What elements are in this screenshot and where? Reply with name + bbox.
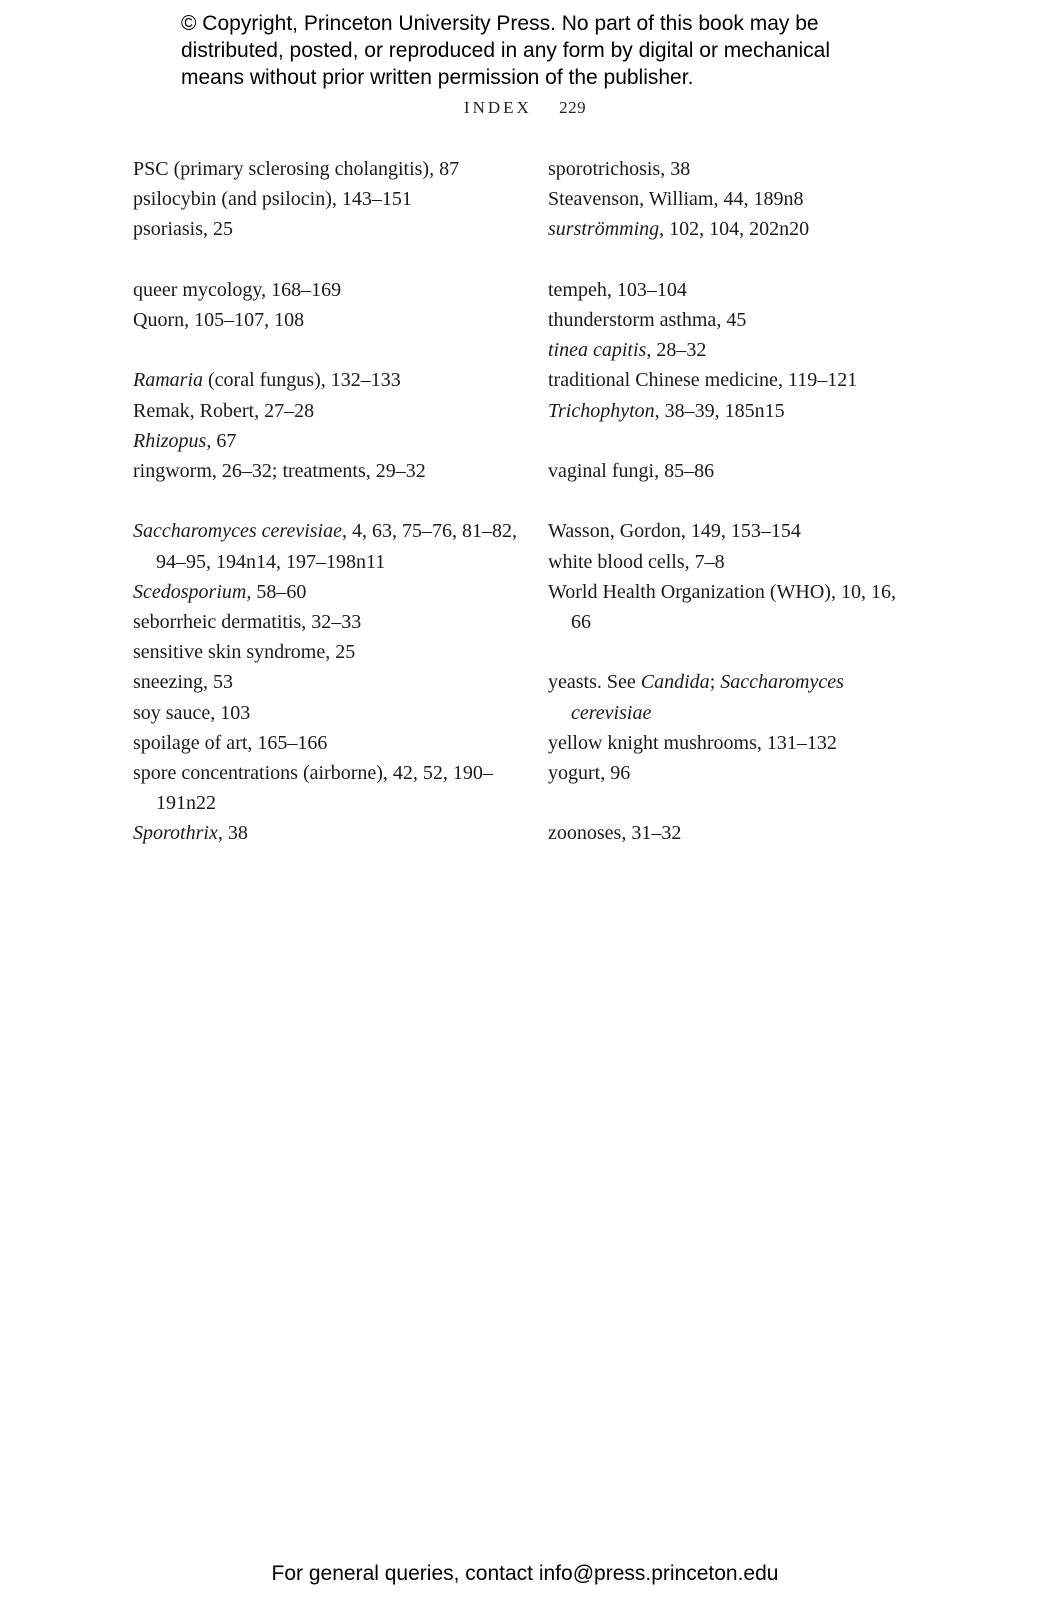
index-entry: white blood cells, 7–8 xyxy=(548,550,725,573)
copyright-notice xyxy=(181,10,901,91)
index-entry: Remak, Robert, 27–28 xyxy=(133,399,315,422)
index-entry: sporotrichosis, 38 xyxy=(548,158,691,180)
index-entry: psilocybin (and psilocin), 143–151 xyxy=(133,188,412,211)
index-entry: PSC (primary sclerosing cholangitis), 87 xyxy=(133,158,460,180)
copyright-line-1: © Copyright, Princeton University Press. No part of this book may be xyxy=(181,12,819,35)
index-entry: traditional Chinese medicine, 119–121 xyxy=(548,369,858,392)
index-entry: surströmming, 102, 104, 202n20 xyxy=(548,218,810,241)
copyright-line-2: distributed, posted, or reproduced in any form by digital or mechanical xyxy=(181,39,831,62)
index-entry: zoonoses, 31–32 xyxy=(548,822,682,845)
index-entry: Scedosporium, 58–60 xyxy=(133,580,307,603)
index-entry: queer mycology, 168–169 xyxy=(133,278,342,301)
running-head xyxy=(0,98,1050,118)
index-entry: tinea capitis, 28–32 xyxy=(548,339,707,362)
index-column-left xyxy=(133,154,533,849)
index-entry: yeasts. See Candida; Saccharomyces cerevisiae xyxy=(548,671,844,724)
index-entry: soy sauce, 103 xyxy=(133,701,251,724)
index-entry: Rhizopus, 67 xyxy=(133,429,237,452)
index-entry: ringworm, 26–32; treatments, 29–32 xyxy=(133,460,426,482)
index-entry: thunderstorm asthma, 45 xyxy=(548,309,747,331)
index-entry: Quorn, 105–107, 108 xyxy=(133,309,305,331)
index-entry: spoilage of art, 165–166 xyxy=(133,731,328,754)
index-entry: tempeh, 103–104 xyxy=(548,278,687,301)
index-entry: sneezing, 53 xyxy=(133,671,233,694)
index-entry: yogurt, 96 xyxy=(548,762,631,784)
index-entry: World Health Organization (WHO), 10, 16, 66 xyxy=(548,580,896,633)
index-entry: Ramaria (coral fungus), 132–133 xyxy=(133,369,401,392)
index-entry: yellow knight mushrooms, 131–132 xyxy=(548,731,837,754)
index-entry: seborrheic dermatitis, 32–33 xyxy=(133,611,362,633)
index-entry: vaginal fungi, 85–86 xyxy=(548,460,715,482)
index-entry: Saccharomyces cerevisiae, 4, 63, 75–76, 81–82, 94–95, 194n14, 197–198n11 xyxy=(133,520,517,573)
index-entry: Trichophyton, 38–39, 185n15 xyxy=(548,399,785,422)
index-column-right xyxy=(548,154,918,849)
index-entry: Wasson, Gordon, 149, 153–154 xyxy=(548,520,801,543)
copyright-line-3: means without prior written permission of the publisher. xyxy=(181,66,694,89)
footer-contact: For general queries, contact info@press.princeton.edu xyxy=(271,1562,779,1585)
page-number: 229 xyxy=(559,98,587,117)
section-title: INDEX xyxy=(463,98,532,117)
index-entry: Sporothrix, 38 xyxy=(133,822,248,845)
index-entry: psoriasis, 25 xyxy=(133,218,233,241)
index-entry: spore concentrations (airborne), 42, 52, 190–191n22 xyxy=(133,762,493,815)
index-entry: sensitive skin syndrome, 25 xyxy=(133,641,356,664)
index-entry: Steavenson, William, 44, 189n8 xyxy=(548,188,804,211)
